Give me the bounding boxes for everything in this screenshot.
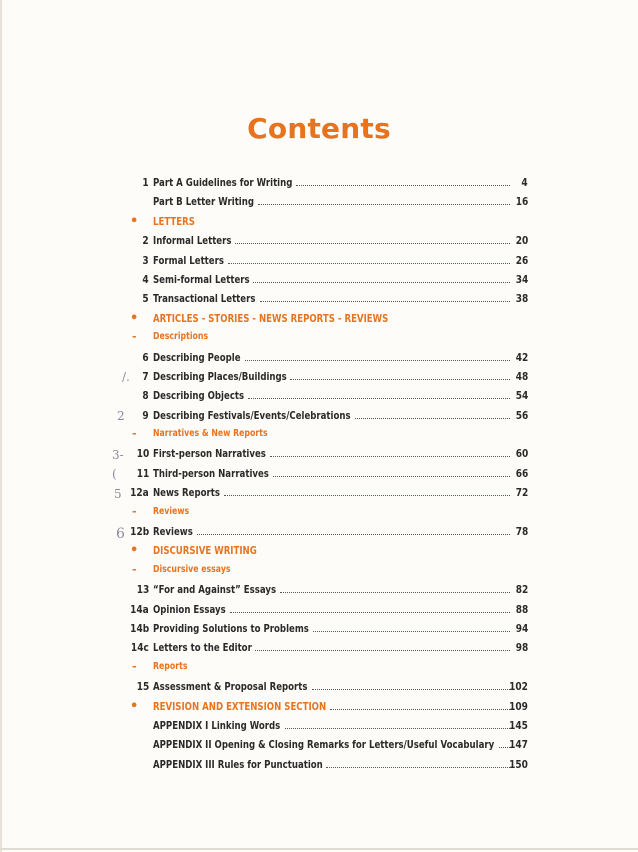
toc-entry (0, 680, 638, 699)
toc-entry-title-wrap (153, 409, 514, 422)
toc-entry (0, 195, 638, 214)
pencil-mark: /. (122, 370, 130, 384)
toc-entry-title-wrap (153, 292, 514, 305)
toc-entry-title: Reviews (153, 505, 190, 517)
dot-leader (280, 583, 510, 593)
toc-entry-title-wrap (153, 447, 514, 460)
dot-leader (248, 389, 510, 399)
toc-entry-page: 82 (515, 583, 528, 597)
toc-entry-title: News Reports (153, 486, 220, 500)
toc-entry (0, 234, 638, 253)
dot-leader (290, 370, 510, 380)
toc-entry-number: 3 (142, 253, 149, 267)
toc-entry-page: 94 (515, 621, 528, 635)
toc-entry-page: 20 (515, 234, 528, 248)
toc-entry-page: 38 (515, 292, 528, 306)
toc-entry-title: DISCURSIVE WRITING (153, 544, 257, 558)
toc-entry-title-wrap (153, 583, 514, 596)
toc-entry-title: Third-person Narratives (153, 466, 269, 480)
toc-entry-page: 109 (509, 699, 528, 713)
toc-entry-title: ARTICLES - STORIES - NEWS REPORTS - REVIEWS (153, 311, 389, 325)
pencil-mark: 3- (112, 448, 124, 462)
toc-entry-title: Describing People (153, 350, 241, 364)
pencil-mark: 2 (117, 409, 125, 423)
toc-entry-page: 34 (515, 272, 528, 286)
toc-entry (0, 758, 638, 777)
dot-leader (255, 641, 510, 651)
toc-entry-number: 10 (136, 447, 149, 461)
toc-entry-number: 9 (142, 408, 149, 422)
toc-entry-number: 12a (130, 486, 149, 500)
dot-leader (245, 351, 510, 361)
pencil-mark: ( (112, 467, 117, 481)
dot-leader (258, 195, 510, 205)
toc-entry-title-wrap (153, 641, 514, 654)
toc-entry (0, 719, 638, 738)
toc-entry-number: 8 (142, 389, 149, 403)
dot-leader (285, 719, 510, 729)
toc-entry (0, 428, 638, 447)
dot-leader (312, 680, 510, 690)
toc-entry-title: Semi-formal Letters (153, 272, 250, 286)
toc-entry (0, 622, 638, 641)
toc-entry (0, 506, 638, 525)
toc-entry (0, 447, 638, 466)
toc-entry (0, 525, 638, 544)
toc-entry-title: Discursive essays (153, 563, 231, 575)
bullet-icon: • (130, 543, 139, 559)
toc-entry-title: Reports (153, 660, 188, 672)
toc-entry-page: 150 (509, 757, 528, 771)
paper-edge (0, 0, 2, 852)
toc-entry (0, 564, 638, 583)
toc-entry-number: 4 (142, 272, 149, 286)
toc-entry-title: APPENDIX II Opening & Closing Remarks for Letters/Useful Vocabulary (153, 738, 495, 752)
toc-entry-title: Describing Festivals/Events/Celebrations (153, 408, 351, 422)
toc-entry (0, 486, 638, 505)
toc-entry-number: 12b (129, 525, 149, 539)
pencil-mark: 6 (116, 526, 125, 542)
toc-entry-title: Part B Letter Writing (153, 195, 255, 209)
toc-entry-title-wrap (153, 719, 514, 732)
toc-entry-title-wrap (153, 331, 514, 342)
toc-entry (0, 176, 638, 195)
toc-entry-page: 78 (515, 525, 528, 539)
toc-entry-page: 147 (509, 738, 528, 752)
bullet-icon: • (130, 698, 139, 714)
toc-entry (0, 661, 638, 680)
toc-entry-title: APPENDIX III Rules for Punctuation (153, 757, 323, 771)
toc-entry-number: 1 (142, 176, 149, 189)
dot-leader (296, 176, 510, 186)
bullet-icon: • (130, 310, 139, 326)
toc-entry-title-wrap (153, 195, 514, 208)
toc-entry-page: 102 (509, 680, 528, 694)
toc-entry (0, 254, 638, 273)
toc-entry-title-wrap (153, 467, 514, 480)
toc-entry (0, 544, 638, 563)
toc-entry-page: 60 (515, 447, 528, 461)
toc-entry-title: Letters to the Editor (153, 641, 252, 655)
toc-entry (0, 312, 638, 331)
toc-entry-title-wrap (153, 622, 514, 635)
dot-leader (228, 254, 510, 264)
toc-entry (0, 331, 638, 350)
dash-icon: - (132, 659, 137, 673)
toc-entry (0, 215, 638, 234)
toc-entry-number: 5 (142, 292, 149, 306)
toc-entry (0, 603, 638, 622)
toc-entry-title-wrap (153, 486, 514, 499)
toc-entry-title-wrap (153, 525, 514, 538)
toc-entry-page: 48 (515, 369, 528, 383)
toc-entry-title-wrap (153, 215, 514, 228)
toc-entry-title-wrap (153, 351, 514, 364)
toc-entry-page: 26 (515, 253, 528, 267)
toc-entry-page: 16 (515, 195, 528, 209)
toc-entry-title: “For and Against” Essays (153, 583, 277, 597)
toc-entry-title-wrap (153, 564, 514, 575)
toc-entry-page: 72 (515, 486, 528, 500)
toc-entry-page: 54 (515, 389, 528, 403)
toc-entry-number: 14c (131, 641, 149, 655)
toc-entry (0, 700, 638, 719)
dot-leader (273, 467, 510, 477)
toc-entry-number: 13 (136, 583, 149, 597)
toc-entry-title: Assessment & Proposal Reports (153, 680, 308, 694)
toc-entry-title-wrap (153, 661, 514, 672)
toc-entry-page: 4 (521, 176, 528, 189)
toc-entry-page: 56 (515, 408, 528, 422)
toc-entry (0, 273, 638, 292)
bullet-icon: • (130, 213, 139, 229)
toc-entry-page: 98 (515, 641, 528, 655)
toc-entry-title-wrap (153, 758, 514, 771)
toc-entry (0, 351, 638, 370)
dot-leader (197, 525, 510, 535)
toc-entry-number: 7 (142, 369, 149, 383)
dash-icon: - (132, 427, 137, 441)
toc-entry-title-wrap (153, 176, 514, 189)
dot-leader (270, 447, 510, 457)
dash-icon: - (132, 562, 137, 576)
toc-entry-title: Formal Letters (153, 253, 224, 267)
dot-leader (355, 409, 510, 419)
dot-leader (330, 700, 510, 710)
toc-entry-page: 42 (515, 350, 528, 364)
dot-leader (253, 273, 510, 283)
toc-entry (0, 292, 638, 311)
paper-edge (0, 848, 638, 850)
dash-icon: - (132, 504, 137, 518)
toc-entry (0, 370, 638, 389)
pencil-mark: 5 (114, 487, 122, 501)
toc-entry-number: 2 (142, 234, 149, 248)
toc-entry-page: 66 (515, 466, 528, 480)
dot-leader (326, 758, 510, 768)
toc-entry-title: Opinion Essays (153, 602, 226, 616)
toc-entry-title-wrap (153, 273, 514, 286)
toc-entry (0, 389, 638, 408)
toc-entry-title: Part A Guidelines for Writing (153, 176, 293, 189)
toc-entry (0, 409, 638, 428)
toc-entry-title-wrap (153, 506, 514, 517)
toc-entry-title: REVISION AND EXTENSION SECTION (153, 699, 327, 713)
dot-leader (235, 234, 510, 244)
toc-entry-page: 145 (509, 718, 528, 732)
toc-entry-title: Informal Letters (153, 234, 232, 248)
toc-entry-number: 15 (136, 680, 149, 694)
toc-entry-number: 6 (142, 350, 149, 364)
dot-leader (224, 486, 510, 496)
toc-entry-title-wrap (153, 428, 514, 439)
toc-entry-number: 14a (130, 602, 149, 616)
toc-entry-title-wrap (153, 700, 514, 713)
toc-entry-title: Describing Places/Buildings (153, 369, 287, 383)
dot-leader (230, 603, 510, 613)
toc-entry-title-wrap (153, 544, 514, 557)
toc-entry (0, 583, 638, 602)
toc-entry-title: Transactional Letters (153, 292, 256, 306)
toc-entry-title-wrap (153, 680, 514, 693)
toc-entry-title-wrap (153, 234, 514, 247)
toc-entry-title-wrap (153, 389, 514, 402)
dash-icon: - (132, 330, 137, 344)
toc-entry-title: Reviews (153, 525, 193, 539)
dot-leader (313, 622, 510, 632)
toc-entry (0, 738, 638, 757)
toc-entry-number: 14b (129, 621, 149, 635)
toc-entry-title: Providing Solutions to Problems (153, 621, 309, 635)
toc-entry-title: Narratives & New Reports (153, 428, 268, 440)
toc-entry-title-wrap (153, 738, 514, 751)
toc-entry-title: Descriptions (153, 331, 209, 343)
toc-entry-title-wrap (153, 254, 514, 267)
toc-entry-title-wrap (153, 370, 514, 383)
table-of-contents (0, 176, 638, 777)
dot-leader (260, 292, 510, 302)
toc-entry-title: LETTERS (153, 214, 195, 228)
toc-entry-title: Describing Objects (153, 389, 245, 403)
toc-entry-number: 11 (136, 466, 149, 480)
page-title: Contents (247, 112, 391, 145)
toc-entry-title-wrap (153, 312, 514, 325)
toc-entry-page: 88 (515, 602, 528, 616)
toc-entry (0, 467, 638, 486)
toc-entry (0, 641, 638, 660)
toc-entry-title: APPENDIX I Linking Words (153, 718, 281, 732)
toc-entry-title: First-person Narratives (153, 447, 266, 461)
toc-entry-title-wrap (153, 603, 514, 616)
